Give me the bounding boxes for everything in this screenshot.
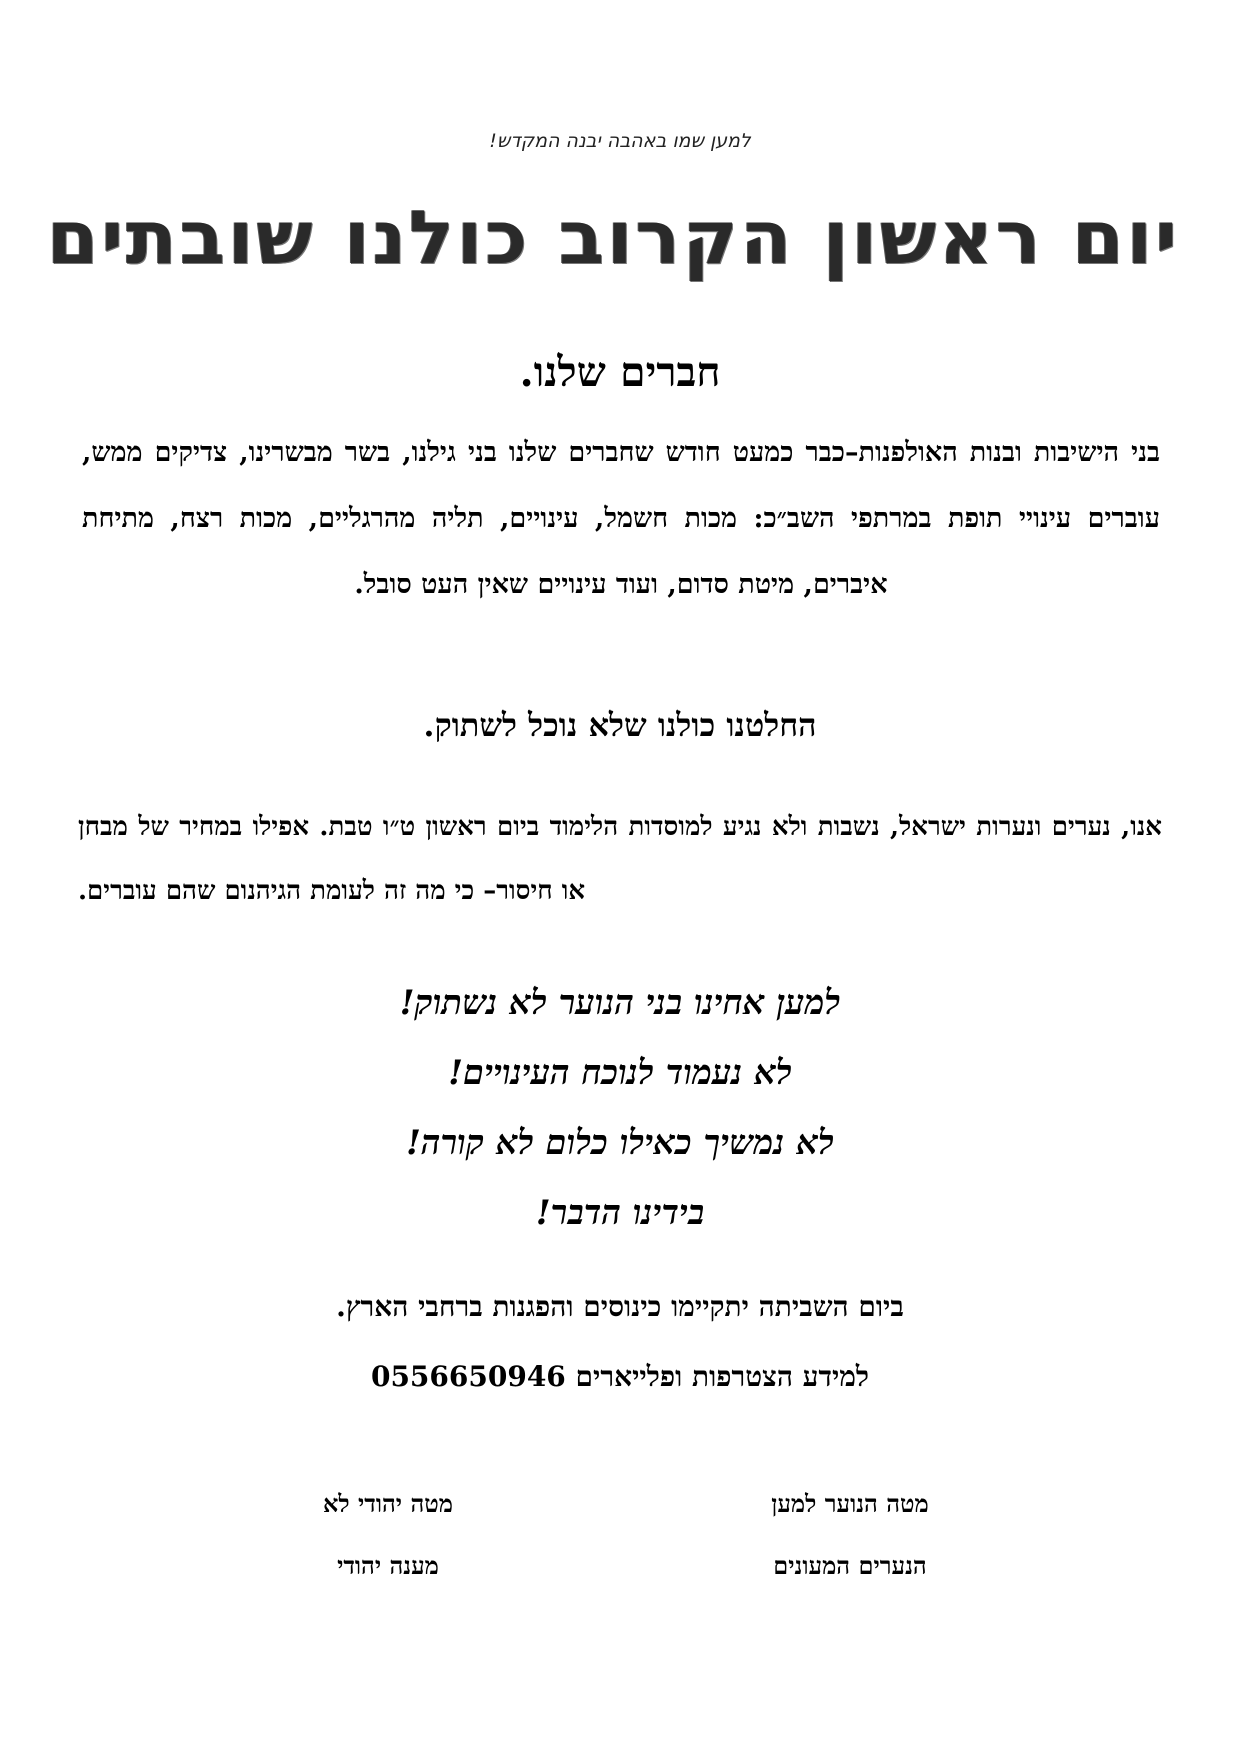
- org-name-line: מטה הנוער למען: [771, 1489, 929, 1518]
- org-signature-left: [238, 1473, 538, 1597]
- slogan-item: בידינו הדבר!: [535, 1193, 705, 1233]
- org-name-line: הנערים המעונים: [773, 1551, 927, 1580]
- slogan-item: למען אחינו בני הנוער לא נשתוק!: [399, 983, 841, 1023]
- decision-headline: החלטנו כולנו שלא נוכל לשתוק.: [423, 706, 817, 744]
- event-announcement: ביום השביתה יתקיימו כינוסים והפגנות ברחבי הארץ.: [336, 1290, 904, 1323]
- intro-paragraph: בני הישיבות ובנות האולפנות–כבר כמעט חודש שחברים שלנו בני גילנו, בשר מבשרינו, צדיקים ממש, עוברים עינויי תופת במרתפי השב״כ: מכות חשמל, עינויים, תליה מהרגליים, מכות רצח, מתיחת איברים, מיטת סדום, ועוד עינויים שאין העט סובל.: [82, 437, 1161, 600]
- slogan-item: לא נעמוד לנוכח העינויים!: [448, 1053, 792, 1093]
- org-name-line: מענה יהודי: [337, 1551, 439, 1580]
- main-title: יום ראשון הקרוב כולנו שובתים: [46, 195, 1180, 281]
- blessing-line: למען שמו באהבה יבנה המקדש!: [489, 130, 751, 152]
- strike-paragraph: אנו, נערים ונערות ישראל, נשבות ולא נגיע למוסדות הלימוד ביום ראשון ט״ו טבת. אפילו במחיר של מבחן או חיסור– כי מה זה לעומת הגיהנום שהם עוברים.: [78, 812, 1162, 906]
- subtitle: חברים שלנו.: [519, 348, 721, 396]
- org-signature-right: [700, 1473, 1000, 1597]
- contact-line: למידע הצטרפות ופלייארים 0556650946: [370, 1360, 870, 1393]
- slogan-item: לא נמשיך כאילו כלום לא קורה!: [405, 1123, 835, 1163]
- org-name-line: מטה יהודי לא: [323, 1489, 453, 1518]
- slogan-list: [0, 968, 1240, 1248]
